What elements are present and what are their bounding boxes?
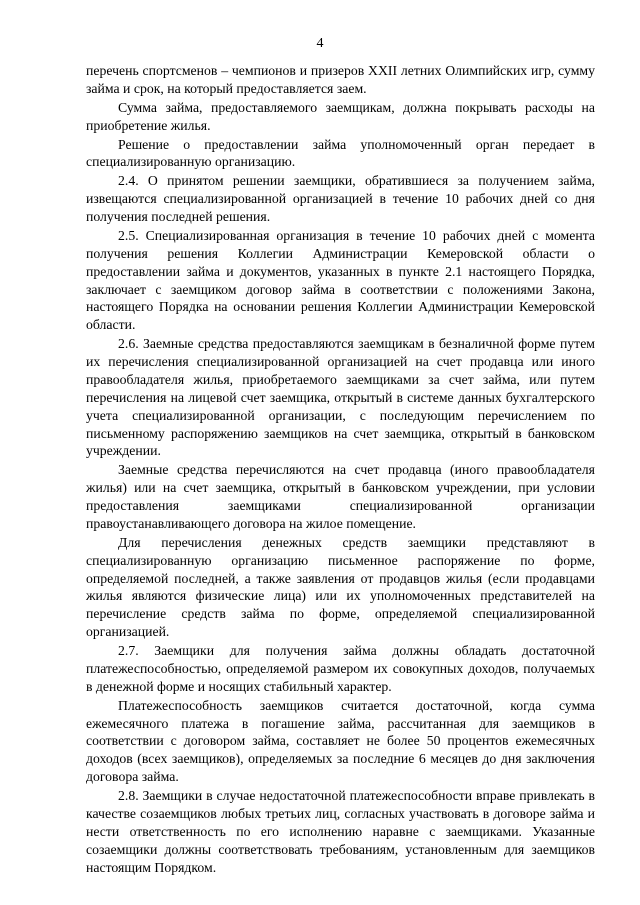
paragraph-7: Заемные средства перечисляются на счет продавца (иного правообладателя жилья) или на счет заемщика, открытый в банковском учреждении, при условии предоставления заемщиками специализированной организации правоустанавливающего договора на жилое помещение. (86, 462, 595, 531)
paragraph-2: Сумма займа, предоставляемого заемщикам, должна покрывать расходы на приобретение жилья. (86, 99, 595, 133)
paragraph-1: перечень спортсменов – чемпионов и призеров XXII летних Олимпийских игр, сумму займа и срок, на который предоставляется заем. (86, 63, 595, 96)
paragraph-9: 2.7. Заемщики для получения займа должны обладать достаточной платежеспособностью, определяемой размером их совокупных доходов, получаемых в денежной форме и носящих стабильный характер. (86, 643, 595, 694)
document-body (86, 62, 595, 876)
paragraph-4: 2.4. О принятом решении заемщики, обратившиеся за получением займа, извещаются специализированной организацией в течение 10 рабочих дней со дня получения последней решения. (86, 173, 595, 224)
paragraph-11: 2.8. Заемщики в случае недостаточной платежеспособности вправе привлекать в качестве созаемщиков любых третьих лиц, согласных участвовать в договоре займа и нести ответственность по его исполнению наравне с заемщиками. Указанные созаемщики должны соответствовать требованиям, установленным для заемщиков настоящим Порядком. (86, 788, 595, 875)
paragraph-3: Решение о предоставлении займа уполномоченный орган передает в специализированную организацию. (86, 136, 595, 170)
paragraph-8: Для перечисления денежных средств заемщики представляют в специализированную организацию письменное распоряжение по форме, определяемой последней, а также заявления от продавцов жилья (если продавцами жилья являются физические лица) или их уполномоченных представителей на перечисление средств займа по форме, определяемой специализированной организацией. (86, 534, 595, 640)
page-number: 4 (316, 36, 324, 51)
paragraph-5: 2.5. Специализированная организация в течение 10 рабочих дней с момента получения решения Коллегии Администрации Кемеровской области о предоставлении займа и документов, указанных в пункте 2.1 настоящего Порядка, заключает с заемщиком договор займа в соответствии с положениями Закона, настоящего Порядка на основании решения Коллегии Администрации Кемеровской области. (86, 227, 595, 333)
paragraph-10: Платежеспособность заемщиков считается достаточной, когда сумма ежемесячного платежа в погашение займа, рассчитанная для заемщиков в соответствии с договором займа, составляет не более 50 процентов ежемесячных доходов (всех заемщиков), определяемых за последние 6 месяцев до дня заключения договора займа. (86, 697, 595, 785)
paragraph-6: 2.6. Заемные средства предоставляются заемщикам в безналичной форме путем их перечисления специализированной организацией на счет продавца или иного правообладателя жилья, приобретаемого заемщиками за счет займа, или путем перечисления на лицевой счет заемщика, открытый в системе данных бухгалтерского учета специализированной организации, с последующим перечислением по письменному распоряжению заемщиков на счет заемщика, открытый в банковском учреждении. (86, 336, 595, 459)
